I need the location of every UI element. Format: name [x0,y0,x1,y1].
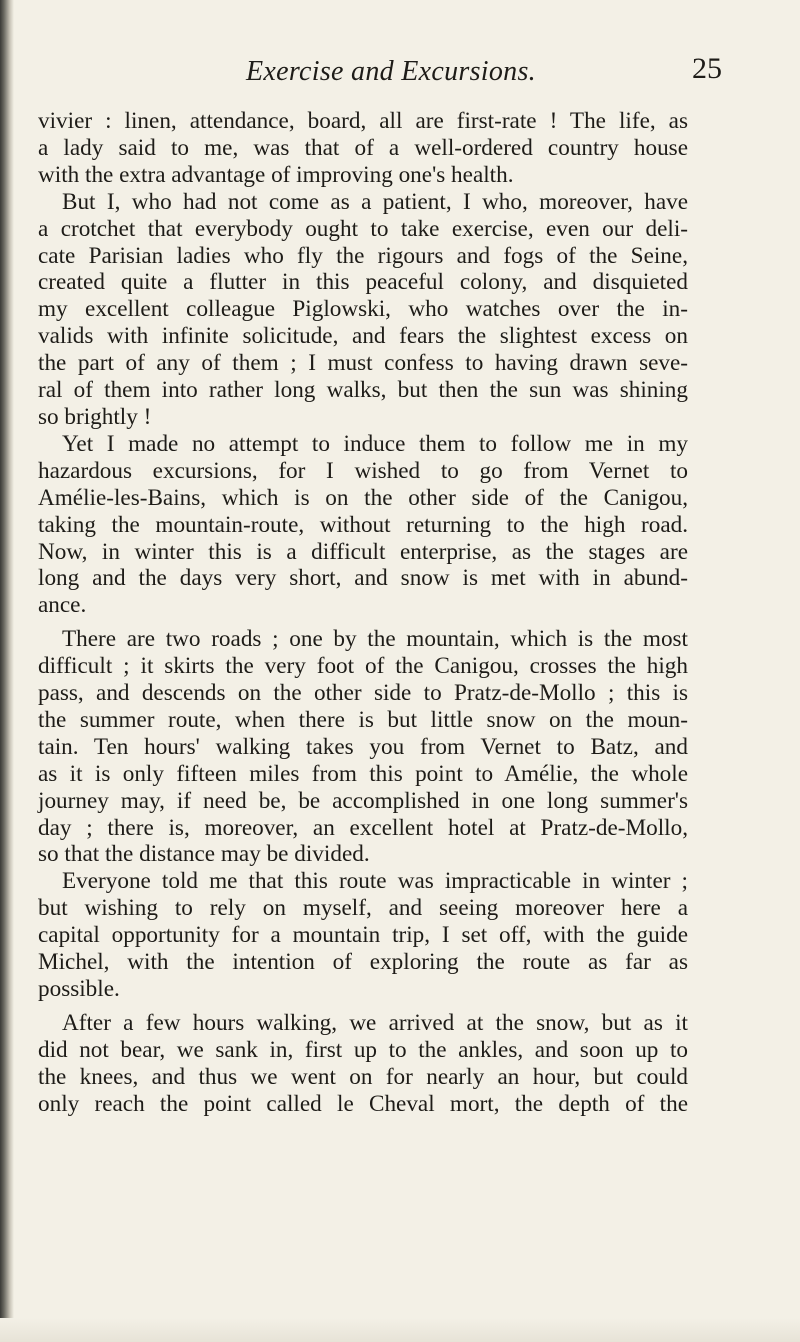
text-line: pass, and descends on the other side to Pratz-de-Mollo ; this is [38,680,688,707]
text-line: a crotchet that everybody ought to take exercise, even our deli- [38,215,688,242]
text-line: a lady said to me, was that of a well-ordered country house [38,134,688,161]
book-spine-shadow [0,0,14,1342]
paragraph-5 [38,868,688,1003]
text-line: only reach the point called le Cheval mort, the depth of the [38,1090,688,1117]
text-line: capital opportunity for a mountain trip, I set off, with the guide [38,922,688,949]
text-line: Yet I made no attempt to induce them to follow me in my [62,430,688,457]
text-line: ral of them into rather long walks, but then the sun was shining [38,377,688,404]
text-line: the part of any of them ; I must confess to having drawn seve- [38,350,688,377]
paragraph-1 [38,108,688,189]
text-line: ance. [38,592,87,619]
text-line: so brightly ! [38,403,152,430]
text-line: There are two roads ; one by the mountain, which is the most [62,626,688,653]
paragraph-4 [38,626,688,868]
paragraph-6 [38,1010,688,1118]
text-line: did not bear, we sank in, first up to the ankles, and soon up to [38,1036,688,1063]
page-number: 25 [692,52,722,85]
text-line: But I, who had not come as a patient, I who, moreover, have [62,188,688,215]
text-line: vivier : linen, attendance, board, all are first-rate ! The life, as [38,108,688,134]
text-line: valids with infinite solicitude, and fears the slightest excess on [38,323,688,350]
text-line: long and the days very short, and snow is met with in abund- [38,565,688,592]
text-line: possible. [38,976,120,1002]
text-line: tain. Ten hours' walking takes you from Vernet to Batz, and [38,733,688,760]
text-line: Everyone told me that this route was impracticable in winter ; [62,868,688,895]
text-line: my excellent colleague Piglowski, who watches over the in- [38,296,688,323]
body-text [38,108,688,1118]
paragraph-2 [38,189,688,431]
running-head: Exercise and Excursions. [246,56,536,87]
text-line: created quite a flutter in this peaceful colony, and disquieted [38,269,688,296]
page-bottom-edge [0,1318,800,1342]
page-header [60,50,722,94]
text-line: difficult ; it skirts the very foot of the Canigou, crosses the high [38,653,688,680]
text-line: with the extra advantage of improving one's health. [38,161,514,188]
text-line: but wishing to rely on myself, and seeing moreover here a [38,895,688,922]
text-line: taking the mountain-route, without returning to the high road. [38,511,688,538]
text-line: so that the distance may be divided. [38,841,370,868]
text-line: the summer route, when there is but little snow on the moun- [38,706,688,733]
text-line: the knees, and thus we went on for nearly an hour, but could [38,1063,688,1090]
text-line: journey may, if need be, be accomplished in one long summer's [38,787,688,814]
text-line: Michel, with the intention of exploring the route as far as [38,949,688,976]
text-line: cate Parisian ladies who fly the rigours and fogs of the Seine, [38,242,688,269]
text-line: hazardous excursions, for I wished to go from Vernet to [38,457,688,484]
text-line: Amélie-les-Bains, which is on the other side of the Canigou, [38,484,688,511]
text-line: After a few hours walking, we arrived at the snow, but as it [62,1009,688,1036]
text-line: day ; there is, moreover, an excellent hotel at Pratz-de-Mollo, [38,814,688,841]
text-line: Now, in winter this is a difficult enterprise, as the stages are [38,538,688,565]
paragraph-3 [38,431,688,619]
text-line: as it is only fifteen miles from this point to Amélie, the whole [38,760,688,787]
